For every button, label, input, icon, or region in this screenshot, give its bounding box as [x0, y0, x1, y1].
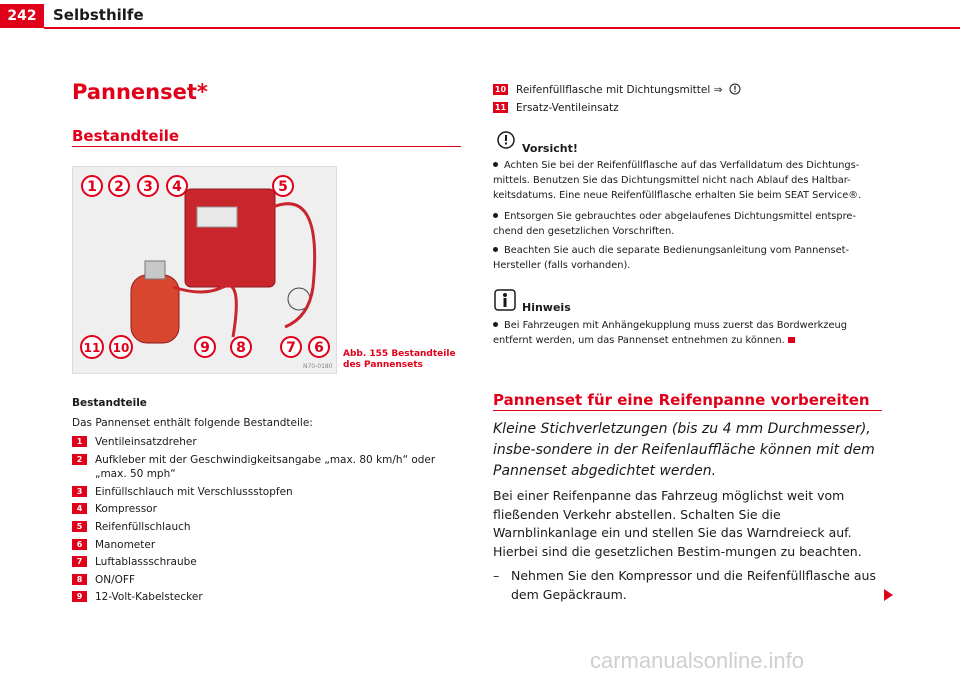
item-text: [516, 83, 743, 97]
caution-bullet-text: Entsorgen Sie gebrauchtes oder abgelaufenes Dichtungsmittel entspre-chend den gesetzlichen Vorschriften.: [493, 211, 856, 237]
item-badge: 9: [72, 591, 87, 602]
item-badge: 1: [72, 436, 87, 447]
running-title: Selbsthilfe: [53, 6, 144, 24]
item-text: Ersatz-Ventileinsatz: [516, 101, 619, 114]
caution-title: Vorsicht!: [522, 142, 578, 155]
main-title: Pannenset*: [72, 80, 208, 104]
item-badge: 10: [494, 85, 507, 94]
compressor-shape: [185, 189, 275, 287]
caution-bullet: [493, 209, 883, 239]
item-badge: 2: [72, 454, 87, 465]
caution-icon: [495, 131, 517, 149]
svg-text:3: 3: [143, 179, 153, 195]
item-text: Einfüllschlauch mit Verschlussstopfen: [95, 485, 293, 498]
svg-text:5: 5: [278, 179, 288, 195]
item-badge: 8: [72, 574, 87, 585]
svg-text:7: 7: [286, 340, 296, 356]
item-badge: 3: [72, 486, 87, 497]
caution-bullet-text: Beachten Sie auch die separate Bedienungsanleitung vom Pannenset-Hersteller (falls vorhanden).: [493, 245, 850, 271]
warning-ref-icon: [729, 83, 743, 95]
bottle-shape: [131, 275, 179, 343]
item-text: „max. 50 mph“: [95, 468, 176, 481]
svg-text:2: 2: [114, 179, 124, 195]
caution-bullet-text: Achten Sie bei der Reifenfüllflasche auf das Verfalldatum des Dichtungs-mittels. Benutzen Sie das Dichtungsmittel nicht nach Ablauf des Haltbar-keitsdatums. Eine neue Reifenfüllflasche erhalten Sie beim SEAT Service®.: [493, 160, 862, 201]
note-title: Hinweis: [522, 301, 571, 314]
item-text: Manometer: [95, 538, 156, 551]
continue-arrow-icon: [884, 589, 893, 601]
item-text: Aufkleber mit der Geschwindigkeitsangabe „max. 80 km/h“ oder: [95, 453, 436, 466]
note-bullet-text: Bei Fahrzeugen mit Anhängekupplung muss zuerst das Bordwerkzeug entfernt werden, um das Pannenset entnehmen zu können.: [493, 320, 847, 346]
section-rule: [493, 410, 882, 411]
figure-caption-line-2: des Pannensets: [343, 360, 423, 370]
item-text: Ventileinsatzdreher: [95, 436, 197, 448]
lead-paragraph: Kleine Stichverletzungen (bis zu 4 mm Durchmesser), insbe-sondere in der Reifenlauffläche können mit dem Pannenset abgedichtet werden.: [493, 421, 875, 479]
pannenset-illustration: [73, 167, 336, 373]
item-badge: 4: [72, 503, 87, 514]
caution-bullet: [493, 243, 883, 273]
step-item: [493, 567, 888, 604]
figure-caption-line-1: Abb. 155 Bestandteile: [343, 349, 456, 359]
note-bullet: [493, 318, 883, 348]
step-text: Nehmen Sie den Kompressor und die Reifenfüllflasche aus dem Gepäckraum.: [511, 568, 876, 602]
end-marker: [788, 337, 795, 343]
page-number: 242: [0, 4, 44, 28]
svg-text:6: 6: [314, 340, 324, 356]
item-badge: 6: [72, 539, 87, 550]
svg-text:1: 1: [87, 179, 97, 195]
svg-text:11: 11: [83, 341, 101, 355]
section-rule: [72, 146, 461, 147]
figure-pannenset: [72, 166, 337, 374]
svg-text:9: 9: [200, 340, 210, 356]
item-text: Reifenfüllschlauch: [95, 520, 191, 533]
svg-text:10: 10: [112, 341, 130, 355]
section-title-vorbereiten: Pannenset für eine Reifenpanne vorbereiten: [493, 391, 870, 409]
info-icon: [494, 289, 516, 311]
section-title-bestandteile: Bestandteile: [72, 127, 180, 145]
item-text-label: Reifenfüllflasche mit Dichtungsmittel ⇒: [516, 84, 723, 96]
body-paragraph: Bei einer Reifenpanne das Fahrzeug möglichst weit vom fließenden Verkehr abstellen. Schalten Sie die Warnblinkanlage ein und stellen Sie das Warndreieck auf. Hierbei sind die gesetzlichen Bestim-mungen zu beachten.: [493, 488, 862, 559]
caution-bullet: [493, 158, 883, 203]
item-badge: 7: [72, 556, 87, 567]
figure-code: N70-0180: [303, 363, 333, 370]
footer-watermark: carmanualsonline.info: [590, 648, 805, 673]
svg-text:4: 4: [172, 179, 182, 195]
header-rule: [44, 27, 960, 29]
subhead-bestandteile: Bestandteile: [72, 397, 147, 409]
item-text: 12-Volt-Kabelstecker: [95, 591, 203, 604]
item-badge: 5: [72, 521, 87, 532]
page-header: [0, 0, 960, 30]
item-text: Kompressor: [95, 503, 157, 516]
item-text: ON/OFF: [95, 573, 136, 586]
svg-text:8: 8: [236, 340, 246, 356]
intro-text: Das Pannenset enthält folgende Bestandteile:: [72, 417, 313, 429]
figure-caption: [343, 349, 463, 371]
step-dash: –: [493, 568, 500, 583]
item-text: Luftablassschraube: [95, 556, 197, 569]
item-badge: 11: [494, 102, 507, 112]
